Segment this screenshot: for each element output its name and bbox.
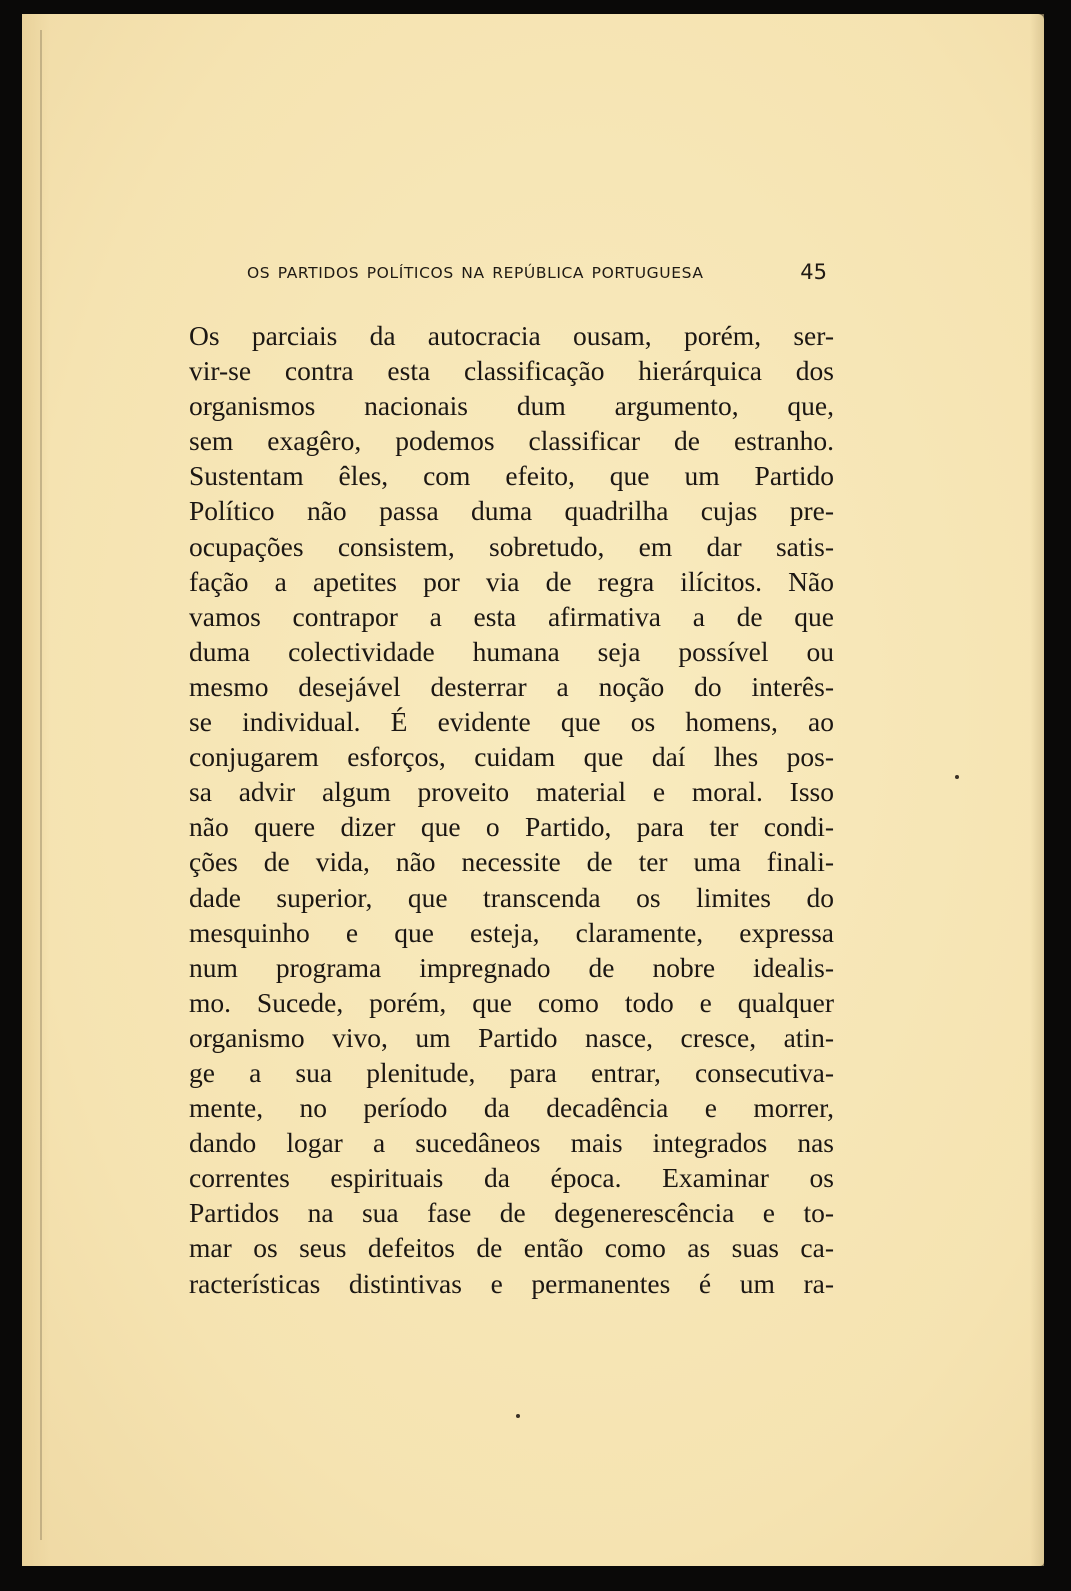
text-line: Sustentam êles, com efeito, que um Partido	[189, 460, 834, 492]
text-line: num programa impregnado de nobre idealis-	[189, 951, 834, 983]
text-line: dando logar a sucedâneos mais integrados nas	[189, 1127, 834, 1159]
text-line: ocupações consistem, sobretudo, em dar satis-	[189, 530, 834, 562]
text-line: organismo vivo, um Partido nasce, cresce, atin-	[189, 1021, 834, 1053]
text-line: vamos contrapor a esta afirmativa a de que	[189, 600, 834, 632]
text-line: mo. Sucede, porém, que como todo e qualquer	[189, 986, 834, 1018]
text-line: duma colectividade humana seja possível ou	[189, 635, 834, 667]
text-line: vir-se contra esta classificação hierárquica dos	[189, 355, 834, 387]
text-line: correntes espirituais da época. Examinar os	[189, 1162, 834, 1194]
text-line: Político não passa duma quadrilha cujas pre-	[189, 495, 834, 527]
text-line: ções de vida, não necessite de ter uma finali-	[189, 846, 834, 878]
text-line: Os parciais da autocracia ousam, porém, ser-	[189, 320, 834, 351]
text-line: dade superior, que transcenda os limites do	[189, 881, 834, 913]
text-line: Partidos na sua fase de degenerescência e to-	[189, 1197, 834, 1229]
running-head	[247, 260, 827, 290]
text-line: fação a apetites por via de regra ilícitos. Não	[189, 565, 834, 597]
text-line: organismos nacionais dum argumento, que,	[189, 390, 834, 422]
text-line: racterísticas distintivas e permanentes é um ra-	[189, 1267, 834, 1299]
body-paragraph	[189, 318, 834, 1301]
running-head-title: OS PARTIDOS POLÍTICOS NA REPÚBLICA PORTUGUESA	[247, 264, 704, 282]
page-edge-shadow	[1030, 14, 1044, 1566]
text-line: mente, no período da decadência e morrer,	[189, 1092, 834, 1124]
ink-speck	[516, 1414, 520, 1418]
text-line: sa advir algum proveito material e moral. Isso	[189, 776, 834, 808]
spine-crease	[40, 30, 42, 1540]
text-line: não quere dizer que o Partido, para ter condi-	[189, 811, 834, 843]
text-line: mar os seus defeitos de então como as suas ca-	[189, 1232, 834, 1264]
text-line: mesmo desejável desterrar a noção do interês-	[189, 670, 834, 702]
binding-gutter-shadow	[22, 14, 50, 1566]
text-line: mesquinho e que esteja, claramente, expressa	[189, 916, 834, 948]
text-line: conjugarem esforços, cuidam que daí lhes pos-	[189, 741, 834, 773]
text-line: se individual. É evidente que os homens, ao	[189, 706, 834, 738]
ink-speck	[955, 775, 959, 779]
text-line: sem exagêro, podemos classificar de estranho.	[189, 425, 834, 457]
page-number: 45	[800, 260, 827, 284]
text-line: ge a sua plenitude, para entrar, consecutiva-	[189, 1056, 834, 1088]
